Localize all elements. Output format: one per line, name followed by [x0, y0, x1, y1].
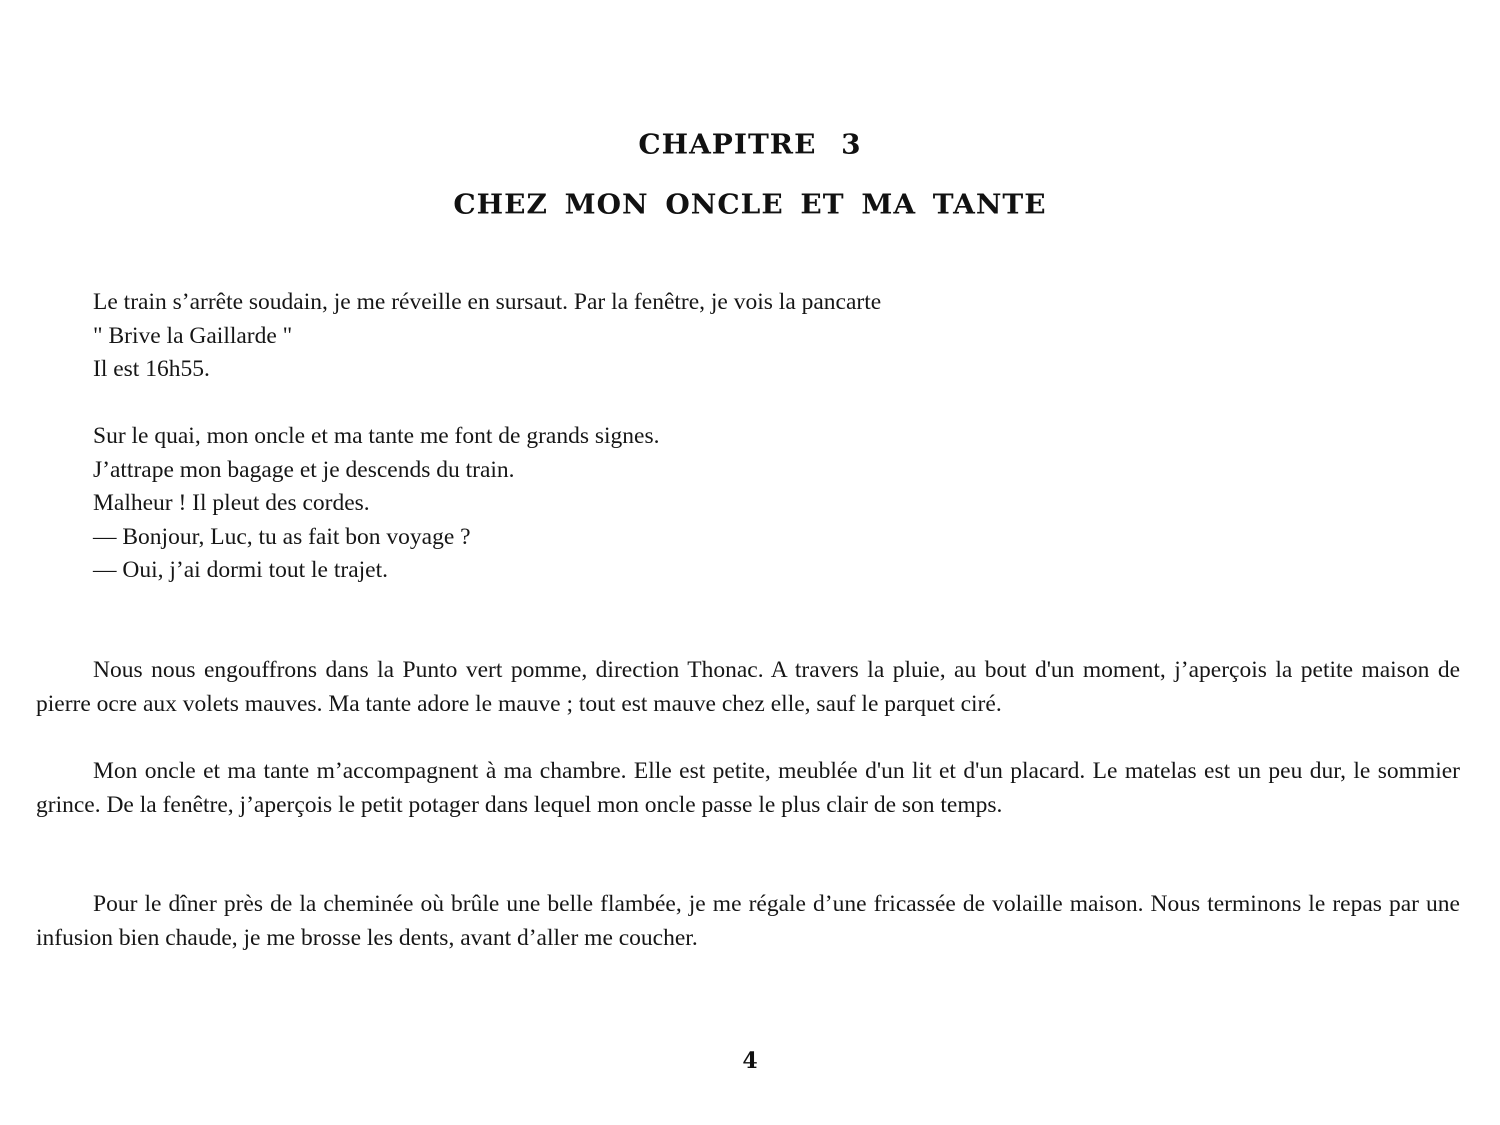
paragraph-chambre: Mon oncle et ma tante m’accompagnent à ma chambre. Elle est petite, meublée d'un lit et d'un placard. Le matelas est un peu dur, le sommier grince. De la fenêtre, j’aperçois le petit potager dans lequel mon oncle passe le plus clair de son temps.	[36, 758, 1460, 818]
text-line: J’attrape mon bagage et je descends du train.	[93, 456, 515, 483]
dialogue-line: — Oui, j’ai dormi tout le trajet.	[93, 557, 388, 583]
text-line: Il est 16h55.	[93, 356, 210, 382]
paragraph-diner: Pour le dîner près de la cheminée où brûle une belle flambée, je me régale d’une fricassée de volaille maison. Nous terminons le repas par une infusion bien chaude, je me brosse les dents, avant d’aller me coucher.	[36, 891, 1460, 951]
quai-text-block	[36, 420, 1460, 588]
text-line: Malheur ! Il pleut des cordes.	[93, 490, 370, 516]
text-line: Sur le quai, mon oncle et ma tante me font de grands signes.	[93, 423, 660, 449]
dialogue-line: — Bonjour, Luc, tu as fait bon voyage ?	[93, 523, 471, 550]
paragraph-punto: Nous nous engouffrons dans la Punto vert pomme, direction Thonac. A travers la pluie, au bout d'un moment, j’aperçois la petite maison de pierre ocre aux volets mauves. Ma tante adore le mauve ; tout est mauve chez elle, sauf le parquet ciré.	[36, 657, 1460, 717]
chapter-number-heading: CHAPITRE 3	[638, 128, 862, 161]
text-line: " Brive la Gaillarde "	[93, 322, 293, 349]
chapter-title-heading: CHEZ MON ONCLE ET MA TANTE	[453, 188, 1047, 221]
page-number: 4	[742, 1048, 758, 1074]
arrival-text-block	[36, 286, 1460, 387]
text-line: Le train s’arrête soudain, je me réveille en sursaut. Par la fenêtre, je vois la pancarte	[93, 289, 882, 315]
